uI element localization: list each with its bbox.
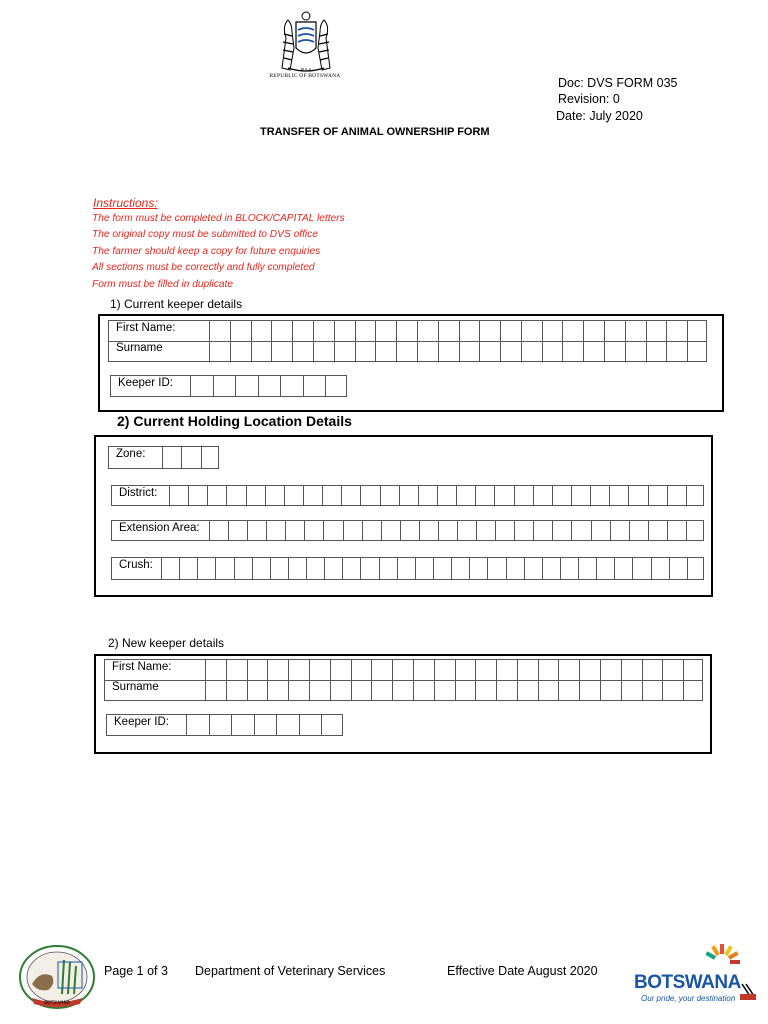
new-keeper-section-label: 2) New keeper details	[108, 636, 225, 650]
character-cell-divider	[667, 521, 668, 540]
instruction-item: Form must be filled in duplicate	[92, 279, 233, 290]
character-cell-divider	[188, 486, 189, 505]
character-cell-divider	[265, 486, 266, 505]
character-cell-divider	[303, 376, 304, 396]
page-number: Page 1 of 3	[104, 964, 168, 978]
character-cell-divider	[591, 521, 592, 540]
character-cell-divider	[288, 660, 289, 700]
effective-date: Effective Date August 2020	[447, 964, 598, 978]
character-cell-divider	[186, 715, 187, 735]
svg-text:PULA: PULA	[300, 67, 312, 72]
character-cell-divider	[351, 660, 352, 700]
character-cell-divider	[330, 660, 331, 700]
instruction-item: The form must be completed in BLOCK/CAPITAL letters	[92, 213, 345, 224]
character-cell-divider	[610, 521, 611, 540]
character-cell-divider	[334, 321, 335, 361]
character-cell-divider	[181, 447, 182, 468]
character-cell-divider	[228, 521, 229, 540]
character-cell-divider	[161, 558, 162, 579]
character-cell-divider	[246, 486, 247, 505]
character-cell-divider	[560, 558, 561, 579]
keeper-id-label: Keeper ID:	[114, 716, 169, 728]
character-cell-divider	[437, 486, 438, 505]
character-cell-divider	[234, 558, 235, 579]
character-cell-divider	[500, 321, 501, 361]
character-cell-divider	[306, 558, 307, 579]
crush-field[interactable]	[111, 557, 704, 580]
character-cell-divider	[207, 486, 208, 505]
character-cell-divider	[341, 486, 342, 505]
character-cell-divider	[267, 660, 268, 700]
character-cell-divider	[542, 558, 543, 579]
botswana-logo-wordmark: BOTSWANA	[634, 972, 741, 993]
extension-area-field[interactable]	[111, 520, 704, 541]
character-cell-divider	[642, 660, 643, 700]
zone-field[interactable]	[108, 446, 219, 469]
character-cell-divider	[629, 521, 630, 540]
character-cell-divider	[651, 558, 652, 579]
character-cell-divider	[487, 558, 488, 579]
character-cell-divider	[578, 558, 579, 579]
character-cell-divider	[669, 558, 670, 579]
character-cell-divider	[360, 558, 361, 579]
character-cell-divider	[215, 558, 216, 579]
character-cell-divider	[434, 660, 435, 700]
character-cell-divider	[475, 660, 476, 700]
character-cell-divider	[571, 521, 572, 540]
character-cell-divider	[379, 558, 380, 579]
character-cell-divider	[686, 521, 687, 540]
current-keeper-name-grid[interactable]	[108, 320, 707, 362]
character-cell-divider	[542, 321, 543, 361]
character-cell-divider	[288, 558, 289, 579]
character-cell-divider	[438, 521, 439, 540]
character-cell-divider	[646, 321, 647, 361]
crush-label: Crush:	[119, 559, 153, 571]
character-cell-divider	[209, 521, 210, 540]
character-cell-divider	[583, 321, 584, 361]
character-cell-divider	[621, 660, 622, 700]
character-cell-divider	[323, 521, 324, 540]
character-cell-divider	[495, 521, 496, 540]
character-cell-divider	[687, 558, 688, 579]
character-cell-divider	[313, 321, 314, 361]
coat-of-arms-caption: REPUBLIC OF BOTSWANA	[269, 73, 341, 79]
character-cell-divider	[533, 521, 534, 540]
character-cell-divider	[322, 486, 323, 505]
character-cell-divider	[324, 558, 325, 579]
character-cell-divider	[596, 558, 597, 579]
character-cell-divider	[169, 486, 170, 505]
new-keeper-panel	[94, 654, 712, 754]
character-cell-divider	[399, 486, 400, 505]
character-cell-divider	[625, 321, 626, 361]
character-cell-divider	[628, 486, 629, 505]
current-keeper-id-field[interactable]	[110, 375, 347, 397]
botswana-logo-tagline: Our pride, your destination	[641, 994, 736, 1003]
character-cell-divider	[456, 486, 457, 505]
character-cell-divider	[614, 558, 615, 579]
svg-text:BOTSWANA: BOTSWANA	[44, 1001, 70, 1006]
character-cell-divider	[292, 321, 293, 361]
character-cell-divider	[417, 321, 418, 361]
character-cell-divider	[590, 486, 591, 505]
character-cell-divider	[252, 558, 253, 579]
new-keeper-id-field[interactable]	[106, 714, 343, 736]
holding-location-section-title: 2) Current Holding Location Details	[117, 413, 352, 429]
character-cell-divider	[397, 558, 398, 579]
character-cell-divider	[479, 321, 480, 361]
character-cell-divider	[683, 660, 684, 700]
character-cell-divider	[475, 486, 476, 505]
character-cell-divider	[254, 715, 255, 735]
character-cell-divider	[609, 486, 610, 505]
character-cell-divider	[469, 558, 470, 579]
character-cell-divider	[226, 486, 227, 505]
instructions-heading: Instructions:	[93, 196, 158, 210]
character-cell-divider	[343, 521, 344, 540]
character-cell-divider	[304, 521, 305, 540]
character-cell-divider	[235, 376, 236, 396]
form-title: TRANSFER OF ANIMAL OWNERSHIP FORM	[260, 126, 490, 138]
character-cell-divider	[197, 558, 198, 579]
current-keeper-panel	[98, 314, 724, 412]
character-cell-divider	[251, 321, 252, 361]
character-cell-divider	[667, 486, 668, 505]
character-cell-divider	[604, 321, 605, 361]
document-date: Date: July 2020	[556, 109, 643, 123]
character-cell-divider	[381, 521, 382, 540]
zone-label: Zone:	[116, 448, 146, 460]
character-cell-divider	[600, 660, 601, 700]
surname-label: Surname	[116, 342, 163, 354]
character-cell-divider	[360, 486, 361, 505]
character-cell-divider	[375, 321, 376, 361]
character-cell-divider	[247, 660, 248, 700]
character-cell-divider	[303, 486, 304, 505]
character-cell-divider	[400, 521, 401, 540]
character-cell-divider	[247, 521, 248, 540]
character-cell-divider	[648, 521, 649, 540]
character-cell-divider	[371, 660, 372, 700]
character-cell-divider	[190, 376, 191, 396]
document-id: Doc: DVS FORM 035	[558, 76, 678, 90]
character-cell-divider	[396, 321, 397, 361]
character-cell-divider	[342, 558, 343, 579]
character-cell-divider	[552, 521, 553, 540]
character-cell-divider	[517, 660, 518, 700]
character-cell-divider	[355, 321, 356, 361]
character-cell-divider	[271, 321, 272, 361]
first-name-label: First Name:	[116, 322, 176, 334]
character-cell-divider	[687, 321, 688, 361]
character-cell-divider	[162, 447, 163, 468]
holding-location-panel	[94, 435, 713, 597]
character-cell-divider	[662, 660, 663, 700]
dvs-seal-logo	[18, 944, 96, 1010]
character-cell-divider	[226, 660, 227, 700]
character-cell-divider	[213, 376, 214, 396]
character-cell-divider	[459, 321, 460, 361]
character-cell-divider	[276, 715, 277, 735]
character-cell-divider	[558, 660, 559, 700]
character-cell-divider	[571, 486, 572, 505]
character-cell-divider	[299, 715, 300, 735]
character-cell-divider	[455, 660, 456, 700]
character-cell-divider	[179, 558, 180, 579]
extension-area-label: Extension Area:	[119, 522, 200, 534]
character-cell-divider	[438, 321, 439, 361]
character-cell-divider	[321, 715, 322, 735]
character-cell-divider	[230, 321, 231, 361]
character-cell-divider	[362, 521, 363, 540]
coat-of-arms-emblem	[268, 8, 344, 80]
character-cell-divider	[457, 521, 458, 540]
current-keeper-section-label: 1) Current keeper details	[110, 297, 243, 311]
character-cell-divider	[258, 376, 259, 396]
character-cell-divider	[552, 486, 553, 505]
character-cell-divider	[209, 715, 210, 735]
new-keeper-name-grid[interactable]	[104, 659, 703, 701]
character-cell-divider	[231, 715, 232, 735]
character-cell-divider	[309, 660, 310, 700]
instruction-item: The farmer should keep a copy for future enquiries	[92, 246, 321, 257]
character-cell-divider	[415, 558, 416, 579]
first-name-label: First Name:	[112, 661, 172, 673]
character-cell-divider	[325, 376, 326, 396]
character-cell-divider	[514, 521, 515, 540]
character-cell-divider	[562, 321, 563, 361]
character-cell-divider	[419, 521, 420, 540]
character-cell-divider	[418, 486, 419, 505]
character-cell-divider	[533, 486, 534, 505]
character-cell-divider	[413, 660, 414, 700]
character-cell-divider	[476, 521, 477, 540]
character-cell-divider	[270, 558, 271, 579]
keeper-id-label: Keeper ID:	[118, 377, 173, 389]
character-cell-divider	[579, 660, 580, 700]
character-cell-divider	[209, 321, 210, 361]
character-cell-divider	[494, 486, 495, 505]
character-cell-divider	[285, 521, 286, 540]
character-cell-divider	[538, 660, 539, 700]
instruction-item: The original copy must be submitted to DVS office	[92, 229, 318, 240]
character-cell-divider	[648, 486, 649, 505]
character-cell-divider	[496, 660, 497, 700]
character-cell-divider	[666, 321, 667, 361]
instruction-item: All sections must be correctly and fully completed	[92, 262, 315, 273]
character-cell-divider	[201, 447, 202, 468]
document-revision: Revision: 0	[558, 92, 620, 106]
district-label: District:	[119, 487, 158, 499]
character-cell-divider	[205, 660, 206, 700]
character-cell-divider	[280, 376, 281, 396]
character-cell-divider	[514, 486, 515, 505]
character-cell-divider	[284, 486, 285, 505]
character-cell-divider	[451, 558, 452, 579]
character-cell-divider	[632, 558, 633, 579]
character-cell-divider	[524, 558, 525, 579]
department-name: Department of Veterinary Services	[195, 964, 386, 978]
character-cell-divider	[506, 558, 507, 579]
character-cell-divider	[433, 558, 434, 579]
character-cell-divider	[380, 486, 381, 505]
character-cell-divider	[266, 521, 267, 540]
district-field[interactable]	[111, 485, 704, 506]
surname-label: Surname	[112, 681, 159, 693]
character-cell-divider	[392, 660, 393, 700]
character-cell-divider	[686, 486, 687, 505]
character-cell-divider	[521, 321, 522, 361]
